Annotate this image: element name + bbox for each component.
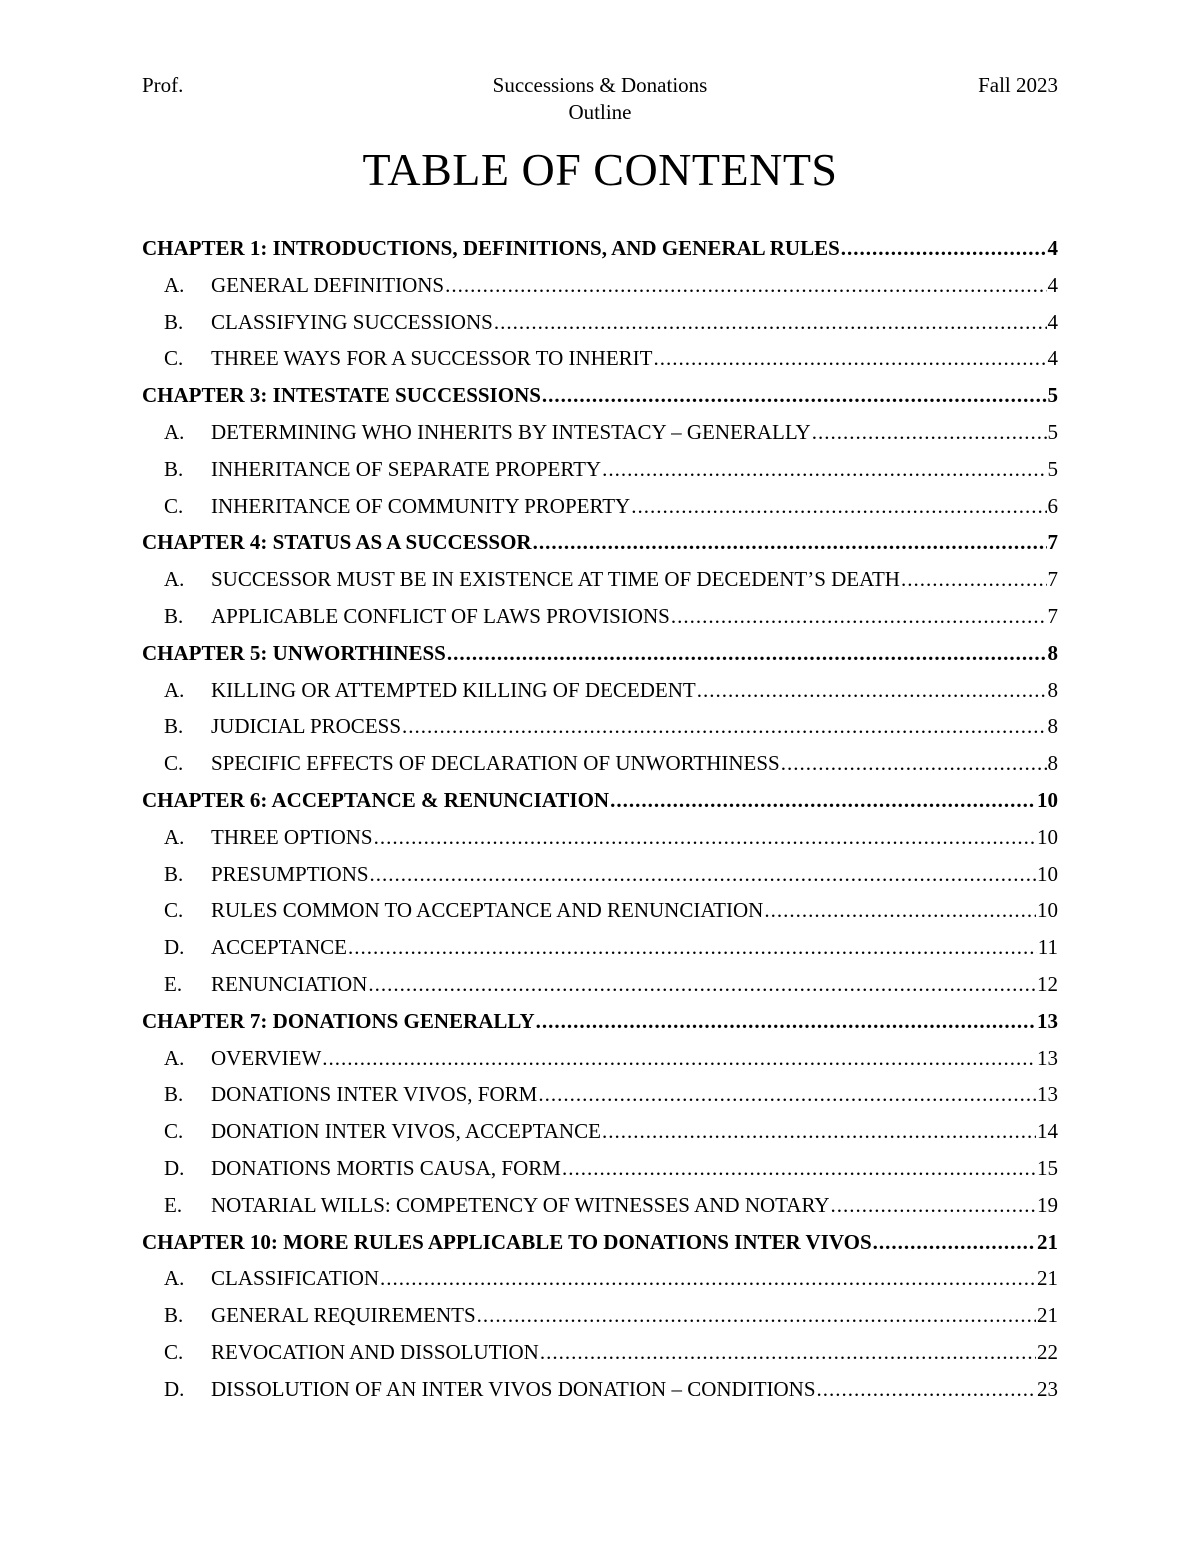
toc-section-title: DONATIONS INTER VIVOS, FORM: [211, 1082, 538, 1107]
toc-page-number: 10: [1037, 898, 1058, 923]
toc-section-title: OVERVIEW: [211, 1045, 322, 1070]
toc-section-title: KILLING OR ATTEMPTED KILLING OF DECEDENT: [211, 677, 696, 702]
toc-section-entry[interactable]: [142, 340, 1058, 377]
toc-section-title: RULES COMMON TO ACCEPTANCE AND RENUNCIATION: [211, 898, 764, 923]
header-course-title: [142, 72, 1058, 126]
toc-page-number: 8: [1047, 677, 1058, 702]
toc-section-title: SPECIFIC EFFECTS OF DECLARATION OF UNWORTHINESS: [211, 751, 780, 776]
toc-section-entry[interactable]: [142, 1297, 1058, 1334]
toc-section-letter: A.: [164, 567, 185, 592]
toc-section-title: THREE OPTIONS: [211, 824, 373, 849]
toc-section-letter: E.: [164, 1192, 183, 1217]
header-course-subtitle: Outline: [568, 100, 632, 124]
toc-dot-leader: [831, 1187, 1037, 1224]
toc-dot-leader: [873, 1224, 1036, 1261]
toc-dot-leader: [368, 966, 1036, 1003]
toc-page-number: 6: [1047, 493, 1058, 518]
toc-page-number: 14: [1037, 1119, 1058, 1144]
toc-page-number: 8: [1047, 751, 1058, 776]
toc-section-title: INHERITANCE OF COMMUNITY PROPERTY: [211, 493, 631, 518]
toc-chapter-entry[interactable]: [142, 524, 1058, 561]
toc-page-number: 21: [1037, 1266, 1058, 1291]
toc-dot-leader: [697, 672, 1047, 709]
toc-dot-leader: [477, 1297, 1036, 1334]
toc-section-entry[interactable]: [142, 304, 1058, 341]
toc-page-number: 13: [1037, 1045, 1058, 1070]
toc-section-title: THREE WAYS FOR A SUCCESSOR TO INHERIT: [211, 346, 653, 371]
toc-chapter-title: CHAPTER 1: INTRODUCTIONS, DEFINITIONS, AND GENERAL RULES: [142, 236, 840, 260]
toc-page-number: 7: [1047, 567, 1058, 592]
toc-section-entry[interactable]: [142, 1113, 1058, 1150]
toc-section-entry[interactable]: [142, 708, 1058, 745]
toc-section-title: RENUNCIATION: [211, 971, 368, 996]
toc-section-letter: B.: [164, 861, 184, 886]
toc-section-entry[interactable]: [142, 414, 1058, 451]
toc-section-letter: A.: [164, 677, 185, 702]
toc-section-letter: A.: [164, 1266, 185, 1291]
toc-page-number: 4: [1047, 346, 1058, 371]
toc-section-title: REVOCATION AND DISSOLUTION: [211, 1339, 539, 1364]
toc-section-letter: B.: [164, 1303, 184, 1328]
toc-section-entry[interactable]: [142, 892, 1058, 929]
toc-section-entry[interactable]: [142, 819, 1058, 856]
toc-chapter-entry[interactable]: [142, 377, 1058, 414]
toc-dot-leader: [812, 414, 1047, 451]
toc-chapter-entry[interactable]: [142, 1224, 1058, 1261]
toc-section-letter: A.: [164, 419, 185, 444]
toc-section-letter: A.: [164, 1045, 185, 1070]
toc-section-letter: A.: [164, 824, 185, 849]
toc-section-letter: D.: [164, 1155, 185, 1180]
toc-section-entry[interactable]: [142, 1260, 1058, 1297]
toc-page-number: 15: [1037, 1155, 1058, 1180]
toc-section-title: GENERAL DEFINITIONS: [211, 272, 445, 297]
toc-section-title: CLASSIFICATION: [211, 1266, 380, 1291]
toc-section-title: SUCCESSOR MUST BE IN EXISTENCE AT TIME OF DECEDENT’S DEATH: [211, 567, 900, 592]
toc-chapter-title: CHAPTER 3: INTESTATE SUCCESSIONS: [142, 383, 541, 408]
toc-dot-leader: [402, 708, 1046, 745]
toc-section-letter: A.: [164, 272, 185, 297]
toc-page-number: 7: [1047, 603, 1058, 628]
toc-page-number: 22: [1037, 1339, 1058, 1364]
toc-dot-leader: [841, 230, 1047, 267]
toc-page-number: 12: [1037, 971, 1058, 996]
header-author: Prof.: [142, 73, 184, 97]
toc-dot-leader: [764, 892, 1036, 929]
toc-dot-leader: [817, 1371, 1036, 1408]
toc-page-number: 11: [1037, 935, 1058, 960]
toc-section-letter: B.: [164, 603, 184, 628]
toc-chapter-entry[interactable]: [142, 635, 1058, 672]
toc-dot-leader: [533, 524, 1047, 561]
toc-section-entry[interactable]: [142, 488, 1058, 525]
toc-section-title: DETERMINING WHO INHERITS BY INTESTACY – GENERALLY: [211, 419, 811, 444]
toc-dot-leader: [610, 782, 1036, 819]
toc-page-number: 19: [1037, 1192, 1058, 1217]
toc-section-title: PRESUMPTIONS: [211, 861, 369, 886]
toc-section-letter: B.: [164, 309, 184, 334]
toc-dot-leader: [445, 267, 1046, 304]
toc-page-number: 8: [1047, 714, 1058, 739]
toc-section-title: DONATION INTER VIVOS, ACCEPTANCE: [211, 1119, 601, 1144]
toc-section-letter: C.: [164, 751, 184, 776]
toc-dot-leader: [380, 1260, 1036, 1297]
toc-section-entry[interactable]: [142, 1076, 1058, 1113]
toc-chapter-entry[interactable]: [142, 230, 1058, 267]
toc-chapter-title: CHAPTER 10: MORE RULES APPLICABLE TO DONATIONS INTER VIVOS: [142, 1229, 872, 1254]
toc-chapter-title: CHAPTER 4: STATUS AS A SUCCESSOR: [142, 530, 532, 555]
toc-page-number: 5: [1047, 383, 1058, 408]
toc-page-number: 23: [1037, 1376, 1058, 1401]
toc-dot-leader: [494, 304, 1047, 341]
toc-dot-leader: [538, 1076, 1036, 1113]
header-term: Fall 2023: [978, 73, 1058, 97]
toc-dot-leader: [374, 819, 1036, 856]
toc-dot-leader: [348, 929, 1037, 966]
toc-section-letter: B.: [164, 1082, 184, 1107]
toc-dot-leader: [542, 377, 1047, 414]
toc-dot-leader: [536, 1003, 1036, 1040]
toc-section-entry[interactable]: [142, 1334, 1058, 1371]
toc-page-number: 10: [1037, 787, 1058, 812]
toc-chapter-entry[interactable]: [142, 782, 1058, 819]
toc-section-letter: D.: [164, 935, 185, 960]
toc-section-entry[interactable]: [142, 1150, 1058, 1187]
toc-page-number: 7: [1047, 530, 1058, 555]
toc-page-number: 13: [1037, 1082, 1058, 1107]
toc-section-letter: D.: [164, 1376, 185, 1401]
toc-section-letter: C.: [164, 1339, 184, 1364]
toc-page-number: 10: [1037, 824, 1058, 849]
toc-section-entry[interactable]: [142, 745, 1058, 782]
toc-section-title: ACCEPTANCE: [211, 935, 347, 960]
toc-dot-leader: [901, 561, 1047, 598]
toc-chapter-title: CHAPTER 6: ACCEPTANCE & RENUNCIATION: [142, 787, 610, 812]
toc-dot-leader: [602, 1113, 1036, 1150]
toc-section-letter: C.: [164, 898, 184, 923]
toc-section-letter: B.: [164, 456, 184, 481]
toc-section-title: INHERITANCE OF SEPARATE PROPERTY: [211, 456, 602, 481]
toc-chapter-title: CHAPTER 7: DONATIONS GENERALLY: [142, 1008, 535, 1033]
toc-section-entry[interactable]: [142, 672, 1058, 709]
toc-page-number: 21: [1037, 1303, 1058, 1328]
toc-page-number: 8: [1047, 640, 1058, 665]
toc-section-entry[interactable]: [142, 561, 1058, 598]
toc-section-letter: B.: [164, 714, 184, 739]
table-of-contents: [142, 230, 1058, 1408]
toc-dot-leader: [781, 745, 1047, 782]
toc-dot-leader: [562, 1150, 1036, 1187]
toc-chapter-title: CHAPTER 5: UNWORTHINESS: [142, 640, 446, 665]
toc-dot-leader: [540, 1334, 1036, 1371]
toc-section-title: DONATIONS MORTIS CAUSA, FORM: [211, 1155, 561, 1180]
toc-section-title: CLASSIFYING SUCCESSIONS: [211, 309, 493, 334]
toc-page-number: 4: [1047, 272, 1058, 297]
toc-page-number: 4: [1047, 236, 1058, 260]
toc-section-letter: C.: [164, 346, 184, 371]
toc-dot-leader: [322, 1040, 1036, 1077]
toc-section-entry[interactable]: [142, 929, 1058, 966]
toc-section-entry[interactable]: [142, 451, 1058, 488]
toc-page-number: 10: [1037, 861, 1058, 886]
toc-section-entry[interactable]: [142, 966, 1058, 1003]
header-course-name: Successions & Donations: [492, 73, 708, 97]
page-title: TABLE OF CONTENTS: [362, 144, 838, 195]
toc-dot-leader: [631, 488, 1046, 525]
toc-section-title: DISSOLUTION OF AN INTER VIVOS DONATION – CONDITIONS: [211, 1376, 816, 1401]
toc-section-entry[interactable]: [142, 1187, 1058, 1224]
toc-page-number: 21: [1037, 1229, 1058, 1254]
toc-page-number: 4: [1047, 309, 1058, 334]
toc-dot-leader: [671, 598, 1047, 635]
toc-page-number: 5: [1047, 419, 1058, 444]
toc-section-title: APPLICABLE CONFLICT OF LAWS PROVISIONS: [211, 603, 670, 628]
toc-dot-leader: [370, 856, 1036, 893]
toc-section-letter: C.: [164, 1119, 184, 1144]
toc-section-entry[interactable]: [142, 1040, 1058, 1077]
toc-section-title: GENERAL REQUIREMENTS: [211, 1303, 476, 1328]
toc-section-title: NOTARIAL WILLS: COMPETENCY OF WITNESSES AND NOTARY: [211, 1192, 830, 1217]
toc-page-number: 5: [1047, 456, 1058, 481]
toc-section-entry[interactable]: [142, 1371, 1058, 1408]
toc-section-title: JUDICIAL PROCESS: [211, 714, 402, 739]
toc-dot-leader: [653, 340, 1046, 377]
toc-section-entry[interactable]: [142, 856, 1058, 893]
toc-section-entry[interactable]: [142, 267, 1058, 304]
page-header: [142, 72, 1058, 128]
toc-section-letter: E.: [164, 971, 183, 996]
toc-dot-leader: [602, 451, 1046, 488]
toc-section-letter: C.: [164, 493, 184, 518]
toc-page-number: 13: [1037, 1008, 1058, 1033]
toc-chapter-entry[interactable]: [142, 1003, 1058, 1040]
toc-dot-leader: [447, 635, 1047, 672]
toc-section-entry[interactable]: [142, 598, 1058, 635]
